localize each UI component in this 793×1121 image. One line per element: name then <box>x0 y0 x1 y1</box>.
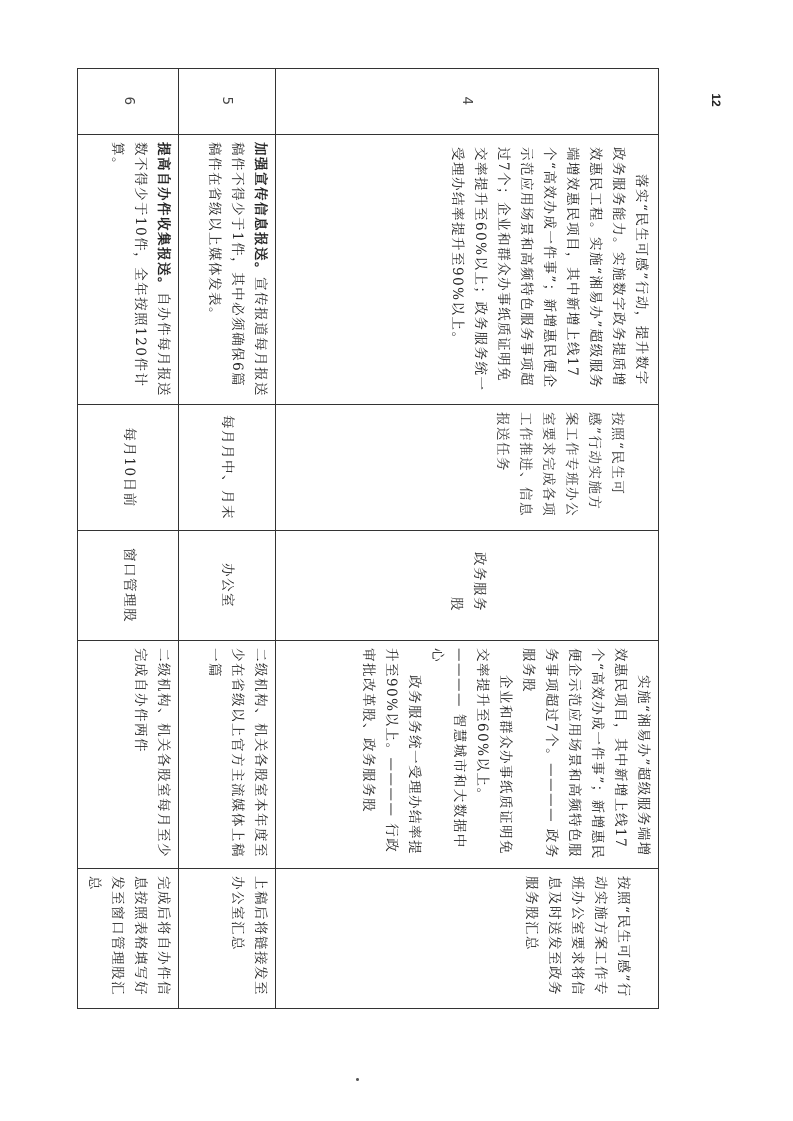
task-content <box>78 135 179 405</box>
table-row <box>78 69 179 1009</box>
scan-speck <box>356 1078 359 1081</box>
deadline-cell <box>276 405 659 531</box>
page-number: 12 <box>709 93 723 107</box>
measures-paragraph: 政务服务统一受理办结率提升至90%以上。———— 行政审批改革股、政务服务股 <box>359 648 422 855</box>
reporting-text: 按照“民生可感”行动实施方案工作专班办公室要求将信息及时送发至政务服务股汇总 <box>523 876 631 998</box>
measures-paragraph: 实施“湘易办”超级服务端增效惠民项目，其中新增上线17个“高效办成一件事”；新增惠民便企示范应用场景和高频特色服务事项超过7个。———— 政务服务股 <box>520 648 651 860</box>
deadline-cell <box>78 405 179 531</box>
measures-paragraph: 企业和群众办事纸质证明免交率提升至60%以上。———— 智慧城市和大数据中心 <box>428 648 514 855</box>
task-text: 宣传报道每月报送稿件不得少于1件，其中必须确保6篇稿件在省级以上媒体发表。 <box>206 142 268 397</box>
measures-cell <box>276 641 659 869</box>
task-title: 加强宣传信息报送。 <box>252 142 268 277</box>
reporting-cell <box>179 869 276 1009</box>
task-text: 落实“民生可感”行动，提升数字政务服务能力。实施数字政务提质增效惠民工程。实施“湘易办”超级服务端增效惠民项目，其中新增上线17个“高效办成一件事”；新增惠民便企示范应用场景和高频特色服务事项超过7个；企业和群众办事纸质证明免交率提升至60%以上；政务服务统一受理办结率提升至90%以上。 <box>449 147 649 392</box>
measures-cell <box>179 641 276 869</box>
reporting-text: 完成后将自办件信息按照表格填写好发至窗口管理股汇总 <box>86 876 171 996</box>
reporting-cell <box>78 869 179 1009</box>
deadline-text: 每月月中、月末 <box>219 415 236 520</box>
deadline-cell <box>179 405 276 531</box>
task-content <box>179 135 276 405</box>
task-paragraph <box>105 142 174 397</box>
task-text: 自办件每月报送数不得少于10件，全年按照120件计算。 <box>109 142 171 397</box>
reporting-cell <box>276 869 659 1009</box>
deadline-text: 每月10日前 <box>120 427 137 508</box>
measures-text: 二级机构、机关各股室本年度至少在省级以上官方主流媒体上稿一篇 <box>206 648 268 858</box>
task-title: 提高自办件收集报送。 <box>155 142 171 292</box>
row-index: 6 <box>78 69 179 135</box>
row-index: 4 <box>276 69 659 135</box>
task-paragraph <box>202 142 271 397</box>
department-text: 办公室 <box>219 563 236 608</box>
department-cell <box>179 531 276 641</box>
department-cell <box>78 531 179 641</box>
table-row <box>276 69 659 1009</box>
measures-text: 二级机构、机关各股室每月至少完成自办件两件 <box>132 648 171 858</box>
department-text: 窗口管理股 <box>120 548 137 623</box>
rotated-table-container <box>86 68 659 1008</box>
task-table <box>77 68 659 1009</box>
measures-cell <box>78 641 179 869</box>
department-text: 政务服务股 <box>448 552 487 612</box>
reporting-text: 上稿后将链接发至办公室汇总 <box>229 876 268 996</box>
task-content <box>276 135 659 405</box>
department-cell <box>276 531 659 641</box>
table-row <box>179 69 276 1009</box>
landscape-table-frame <box>86 68 659 1008</box>
deadline-text: 按照“民生可感”行动实施方案工作专班办公室要求完成各项工作推进、信息报送任务 <box>494 412 625 517</box>
row-index: 5 <box>179 69 276 135</box>
